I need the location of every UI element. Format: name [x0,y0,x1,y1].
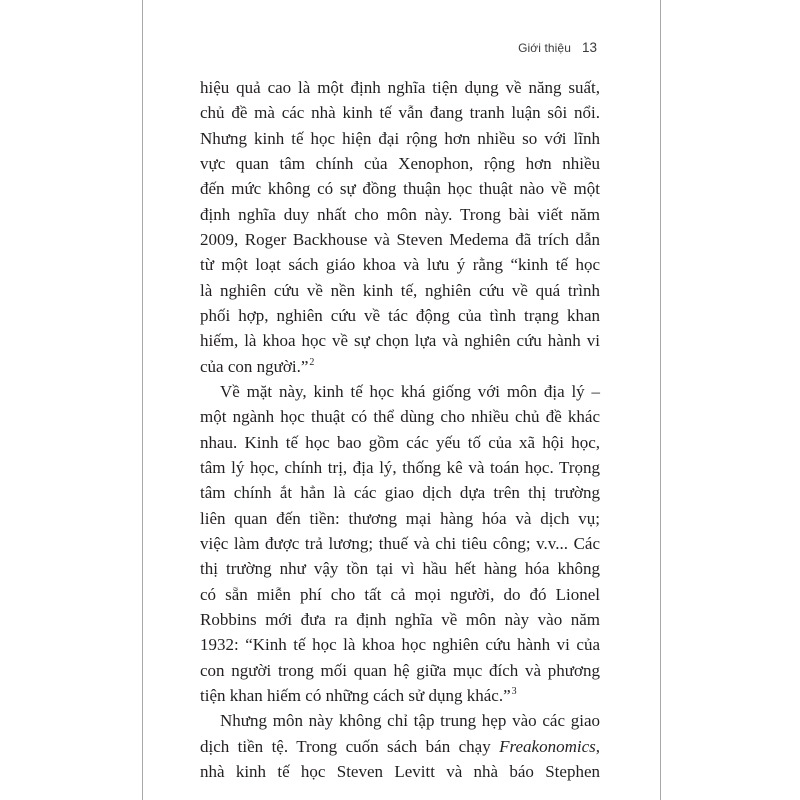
running-header [518,40,597,55]
text-line: tâm chính ắt hẳn là các giao dịch dựa trên thị trường [200,483,600,503]
text-line: từ một loạt sách giáo khoa và lưu ý rằng “kinh tế học [200,255,600,275]
text-line: vực quan tâm chính của Xenophon, rộng hơn nhiều [200,153,600,173]
text-line: việc làm được trả lương; thuế và chi tiêu công; v.v... Các [200,533,600,553]
paragraph [200,379,600,708]
text-line: đến mức không có sự đồng thuận học thuật nào về một [200,179,600,199]
text-line: liên quan đến tiền: thương mại hàng hóa và dịch vụ; [200,508,600,528]
text-line [200,683,600,708]
text-line: phối hợp, nghiên cứu về tác động của tình trạng khan [200,305,600,325]
text-line: tâm lý học, chính trị, địa lý, thống kê và toán học. Trọng [200,457,600,477]
text-line: thị trường như vậy tồn tại vì hầu hết hàng hóa không [200,559,600,579]
footnote-reference: 2 [309,356,315,368]
paragraph [200,708,600,784]
text-line: Nhưng kinh tế học hiện đại rộng hơn nhiều so với lĩnh [200,128,600,148]
paragraph [200,75,600,379]
text-line [200,734,600,759]
text-line: là nghiên cứu về nền kinh tế, nghiên cứu về quá trình [200,280,600,300]
text-line: 1932: “Kinh tế học là khoa học nghiên cứu hành vi của [200,635,600,655]
text-line-text: , [595,736,600,756]
text-line-text: tiện khan hiếm có những cách sử dụng khác.” [200,685,511,705]
text-line-text: của con người.” [200,356,309,376]
footnote-reference: 3 [511,685,517,697]
text-line: Nhưng môn này không chỉ tập trung hẹp vào các giao [220,711,600,731]
book-title: Freakonomics [499,736,596,756]
header-section-title: Giới thiệu [518,41,571,55]
text-line: Robbins mới đưa ra định nghĩa về môn này vào năm [200,609,600,629]
text-line: một ngành học thuật có thể dùng cho nhiều chủ đề khác [200,407,600,427]
page-number: 13 [581,40,597,55]
text-line: hiếm, là khoa học về sự chọn lựa và nghiên cứu hành vi [200,331,600,351]
text-line-text: dịch tiền tệ. Trong cuốn sách bán chạy [200,736,500,756]
text-line: Về mặt này, kinh tế học khá giống với môn địa lý – [220,381,600,401]
text-line: nhau. Kinh tế học bao gồm các yếu tố của xã hội học, [200,432,600,452]
text-line: con người trong mối quan hệ giữa mục đích và phương [200,660,600,680]
text-line: định nghĩa duy nhất cho môn này. Trong bài viết năm [200,204,600,224]
text-line: có sẵn miễn phí cho tất cả mọi người, do đó Lionel [200,584,600,604]
text-line [200,354,600,379]
body-text [200,75,600,784]
text-line: hiệu quả cao là một định nghĩa tiện dụng về năng suất, [200,78,600,97]
text-line: 2009, Roger Backhouse và Steven Medema đã trích dẫn [200,229,600,249]
text-line: chủ đề mà các nhà kinh tế vẫn đang tranh luận sôi nổi. [200,103,600,123]
text-line: nhà kinh tế học Steven Levitt và nhà báo Stephen [200,761,600,781]
